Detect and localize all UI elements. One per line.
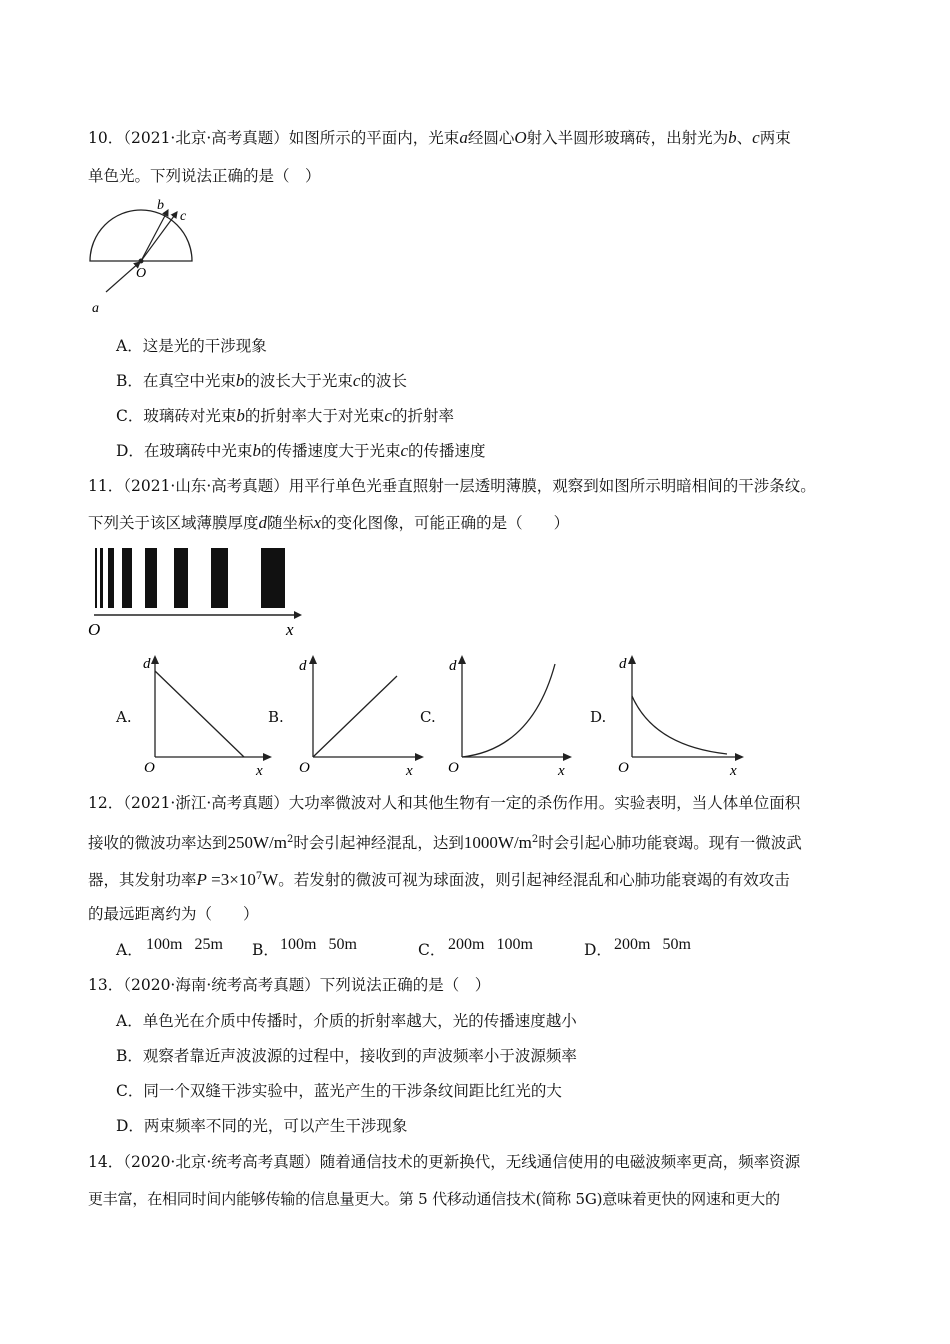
q12-line-1: 12．（2021·浙江·高考真题）大功率微波对人和其他生物有一定的杀伤作用。实验表明，当人体单位面积 — [88, 794, 801, 812]
svg-text:d: d — [143, 656, 151, 672]
q11-fringe-origin: O — [88, 620, 101, 639]
q12-source: （2021·浙江·高考真题） — [123, 794, 289, 812]
svg-text:O: O — [144, 760, 155, 776]
q14-source: （2020·北京·统考高考真题） — [123, 1153, 320, 1171]
q10-line-1: 10．（2021·北京·高考真题）如图所示的平面内，光束a经圆心O射入半圆形玻璃砖，出射光为b、c两束 — [88, 128, 791, 147]
q11-graph-b — [292, 654, 427, 778]
q12-option-a[interactable]: A． — [116, 941, 143, 959]
q10-option-d[interactable]: D．在玻璃砖中光束b的传播速度大于光束c的传播速度 — [116, 441, 486, 460]
q10-semicircle-figure — [80, 192, 205, 318]
svg-text:O: O — [618, 760, 629, 776]
q12-option-b[interactable]: B． — [252, 941, 279, 959]
q10-option-a[interactable]: A．这是光的干涉现象 — [116, 337, 267, 355]
q14-line-2: 更丰富，在相同时间内能够传输的信息量更大。第 5 代移动通信技术(简称 5G)意味着更快的网速和更大的 — [88, 1190, 780, 1208]
q11-number: 11． — [88, 477, 124, 495]
q12-option-a-values: 100m 25m — [146, 936, 223, 953]
q10-number: 10． — [88, 129, 124, 147]
q13-source: （2020·海南·统考高考真题） — [123, 976, 320, 994]
q11-line-2: 下列关于该区域薄膜厚度d随坐标x的变化图像，可能正确的是（ ） — [88, 513, 570, 532]
q12-number: 12． — [88, 794, 124, 812]
q12-line-2: 接收的微波功率达到$250W/m^2$时会引起神经混乱，达到$1000W/m^2$时会引起心肺功能衰竭。现有一微波武 — [88, 833, 802, 853]
q12-option-d-values: 200m 50m — [614, 936, 691, 953]
q12-option-b-values: 100m 50m — [280, 936, 357, 953]
svg-text:x: x — [730, 763, 737, 778]
svg-text:d: d — [299, 658, 307, 674]
q10-option-c[interactable]: C．玻璃砖对光束b的折射率大于对光束c的折射率 — [116, 406, 454, 425]
svg-text:O: O — [448, 760, 459, 776]
q11-fringe-x: x — [286, 620, 294, 639]
q13-option-a[interactable]: A．单色光在介质中传播时，介质的折射率越大，光的传播速度越小 — [116, 1012, 577, 1030]
q13-option-b[interactable]: B．观察者靠近声波波源的过程中，接收到的声波频率小于波源频率 — [116, 1047, 577, 1065]
q13-option-c[interactable]: C．同一个双缝干涉实验中，蓝光产生的干涉条纹间距比红光的大 — [116, 1082, 562, 1100]
q11-line-1: 11．（2021·山东·高考真题）用平行单色光垂直照射一层透明薄膜，观察到如图所示明暗相间的干涉条纹。 — [88, 477, 816, 495]
q13-option-d[interactable]: D．两束频率不同的光，可以产生干涉现象 — [116, 1117, 408, 1135]
q10-fig-label-a: a — [92, 301, 99, 316]
q10-option-b[interactable]: B．在真空中光束b的波长大于光束c的波长 — [116, 371, 407, 390]
svg-text:d: d — [619, 656, 627, 672]
q12-line-3: 器，其发射功率$P =3\times 10^7W$。若发射的微波可视为球面波，则引起神经混乱和心肺功能衰竭的有效攻击 — [88, 870, 790, 890]
q12-line-4: 的最远距离约为（ ） — [88, 905, 259, 923]
q10-source: （2021·北京·高考真题） — [123, 129, 289, 147]
q10-line-2: 单色光。下列说法正确的是（ ） — [88, 167, 321, 185]
q10-fig-label-b: b — [157, 198, 164, 213]
q11-source: （2021·山东·高考真题） — [123, 477, 289, 495]
q12-option-c[interactable]: C． — [418, 941, 446, 959]
svg-text:x: x — [256, 763, 263, 778]
q11-option-c[interactable]: C. — [420, 708, 436, 726]
svg-text:x: x — [558, 763, 565, 778]
q12-option-c-values: 200m 100m — [448, 936, 533, 953]
q14-line-1: 14．（2020·北京·统考高考真题）随着通信技术的更新换代，无线通信使用的电磁波频率更高，频率资源 — [88, 1153, 801, 1171]
q11-graph-a — [140, 654, 275, 778]
q10-fig-label-O: O — [136, 266, 147, 281]
q11-fringe-figure — [84, 542, 314, 642]
q11-graph-c — [442, 654, 577, 778]
q10-fig-label-c: c — [180, 209, 187, 224]
q11-option-a[interactable]: A. — [116, 708, 132, 726]
q13-number: 13． — [88, 976, 124, 994]
svg-text:x: x — [406, 763, 413, 778]
svg-text:d: d — [449, 658, 457, 674]
q13-line-1: 13．（2020·海南·统考高考真题）下列说法正确的是（ ） — [88, 976, 491, 994]
q11-option-d[interactable]: D. — [590, 708, 607, 726]
q11-graph-d — [612, 654, 752, 778]
q12-option-d[interactable]: D． — [584, 941, 612, 959]
q14-number: 14． — [88, 1153, 124, 1171]
q11-option-b[interactable]: B. — [268, 708, 284, 726]
svg-text:O: O — [299, 760, 310, 776]
